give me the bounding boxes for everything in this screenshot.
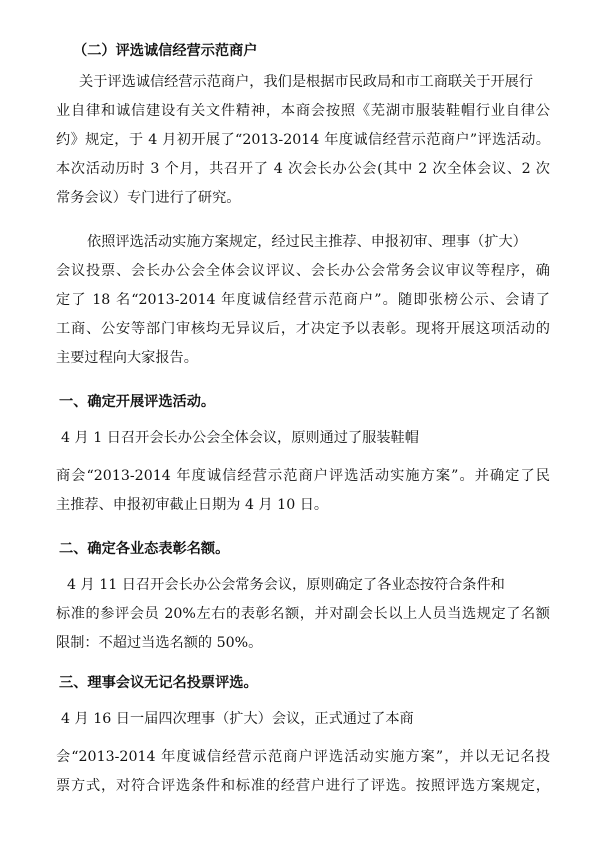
intro-line-2: 业自律和诚信建设有关文件精神，本商会按照《芜湖市服装鞋帽行业自律公 xyxy=(56,103,550,119)
procedure-line-2: 会议投票、会长办公会全体会议评议、会长办公会常务会议审议等程序，确 xyxy=(56,263,550,279)
step2-line-3: 限制：不超过当选名额的 50%。 xyxy=(56,635,263,651)
procedure-line-4: 工商、公安等部门审核均无异议后，才决定予以表彰。现将开展这项活动的 xyxy=(56,321,550,337)
step2-line-1: 4 月 11 日召开会长办公会常务会议，原则确定了各业态按符合条件和 xyxy=(67,577,505,593)
step1-line-2: 商会“2013-2014 年度诚信经营示范商户评选活动实施方案”。并确定了民 xyxy=(56,468,550,484)
intro-line-1: 关于评选诚信经营示范商户，我们是根据市民政局和市工商联关于开展行 xyxy=(79,74,534,90)
step1-heading: 一、确定开展评选活动。 xyxy=(59,394,216,410)
step1-line-1: 4 月 1 日召开会长办公会全体会议，原则通过了服装鞋帽 xyxy=(61,430,419,446)
procedure-line-3: 定了 18 名“2013-2014 年度诚信经营示范商户”。随即张榜公示、会请了 xyxy=(56,292,550,308)
step3-heading: 三、理事会议无记名投票评选。 xyxy=(59,675,258,691)
procedure-line-5: 主要过程向大家报告。 xyxy=(56,350,198,366)
step3-line-3: 票方式，对符合评选条件和标准的经营户进行了评选。按照评选方案规定， xyxy=(56,778,550,794)
step3-line-1: 4 月 16 日一届四次理事（扩大）会议，正式通过了本商 xyxy=(61,711,414,727)
step2-heading: 二、确定各业态表彰名额。 xyxy=(59,541,230,557)
step3-line-2: 会“2013-2014 年度诚信经营示范商户评选活动实施方案”，并以无记名投 xyxy=(56,749,550,765)
procedure-line-1: 依照评选活动实施方案规定，经过民主推荐、申报初审、理事（扩大） xyxy=(87,234,527,250)
step1-line-3: 主推荐、申报初审截止日期为 4 月 10 日。 xyxy=(56,497,329,513)
section-heading: （二）评选诚信经营示范商户 xyxy=(73,43,258,59)
step2-line-2: 标准的参评会员 20%左右的表彰名额，并对副会长以上人员当选规定了名额 xyxy=(56,606,550,622)
intro-line-3: 约》规定，于 4 月初开展了“2013-2014 年度诚信经营示范商户”评选活动。 xyxy=(56,132,550,148)
intro-line-4: 本次活动历时 3 个月，共召开了 4 次会长办公会(其中 2 次全体会议、2 次 xyxy=(56,161,550,177)
intro-line-5: 常务会议）专门进行了研究。 xyxy=(56,190,241,206)
